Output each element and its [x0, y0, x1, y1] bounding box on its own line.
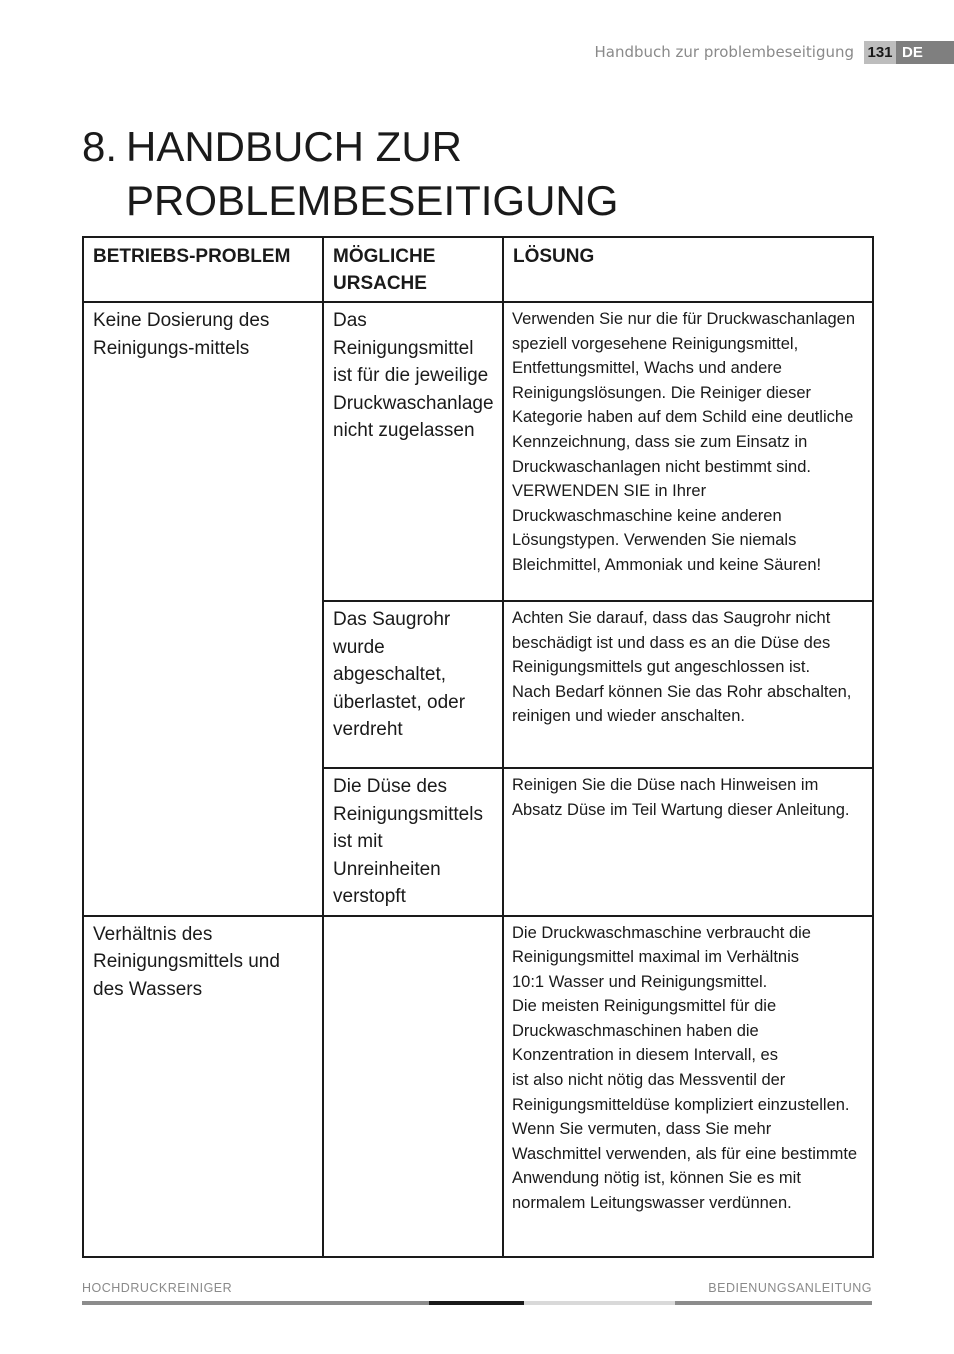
- column-header-problem: BETRIEBS-PROBLEM: [83, 237, 323, 302]
- footer-bar-segment: [82, 1301, 429, 1305]
- section-title-line2: PROBLEMBESEITIGUNG: [126, 177, 619, 224]
- section-title: [82, 120, 618, 228]
- troubleshooting-table: [82, 236, 874, 1258]
- cause-cell: Das Reinigungsmittel ist für die jeweilige Druckwaschanlage nicht zugelassen: [323, 302, 503, 601]
- table-row: [83, 916, 873, 1257]
- language-badge: DE: [896, 41, 954, 64]
- cause-cell: [323, 916, 503, 1257]
- cause-cell: Das Saugrohr wurde abgeschaltet, überlastet, oder verdreht: [323, 601, 503, 768]
- section-number: 8.: [82, 123, 118, 170]
- column-header-solution: LÖSUNG: [503, 237, 873, 302]
- footer-product: HOCHDRUCKREINIGER: [82, 1281, 233, 1295]
- solution-cell: Achten Sie darauf, dass das Saugrohr nicht beschädigt ist und dass es an die Düse des Reinigungsmittels gut angeschlossen ist. Nach Bedarf können Sie das Rohr abschalten, reinigen und wieder anschalten.: [503, 601, 873, 768]
- solution-cell: Die Druckwaschmaschine verbraucht die Reinigungsmittel maximal im Verhältnis 10:1 Wasser und Reinigungsmittel. Die meisten Reinigungsmittel für die Druckwaschmaschinen haben die Konzentration in diesem Intervall, es ist also nicht nötig das Messventil der Reinigungsmitteldüse kompliziert einzustellen. Wenn Sie vermuten, dass Sie mehr Waschmittel verwenden, als für eine bestimmte Anwendung nötig ist, können Sie es mit normalem Leitungswasser verdünnen.: [503, 916, 873, 1257]
- cause-cell: Die Düse des Reinigungsmittels ist mit Unreinheiten verstopft: [323, 768, 503, 916]
- page-number: 131: [864, 41, 896, 64]
- column-header-cause: MÖGLICHE URSACHE: [323, 237, 503, 302]
- footer-bar-segment: [524, 1301, 675, 1305]
- solution-cell: Verwenden Sie nur die für Druckwaschanlagen speziell vorgesehene Reinigungsmittel, Entfettungsmittel, Wachs und andere Reinigungslösungen. Die Reiniger dieser Kategorie haben auf dem Schild eine deutliche Kennzeichnung, dass sie zum Einsatz in Druckwaschanlagen nicht bestimmt sind. VERWENDEN SIE in Ihrer Druckwaschmaschine keine anderen Lösungstypen. Verwenden Sie niemals Bleichmittel, Ammoniak und keine Säuren!: [503, 302, 873, 601]
- header-title: Handbuch zur problembeseitigung: [594, 43, 854, 61]
- table-header-row: [83, 237, 873, 302]
- solution-cell: Reinigen Sie die Düse nach Hinweisen im Absatz Düse im Teil Wartung dieser Anleitung.: [503, 768, 873, 916]
- footer-manual: BEDIENUNGSANLEITUNG: [708, 1281, 872, 1295]
- page-header: [595, 41, 954, 64]
- table-row: [83, 302, 873, 601]
- problem-cell: Keine Dosierung des Reinigungs-mittels: [83, 302, 323, 916]
- footer-bar-segment: [429, 1301, 524, 1305]
- footer-bar-segment: [675, 1301, 872, 1305]
- problem-cell: Verhältnis des Reinigungsmittels und des Wassers: [83, 916, 323, 1257]
- section-title-line1: HANDBUCH ZUR: [126, 123, 462, 170]
